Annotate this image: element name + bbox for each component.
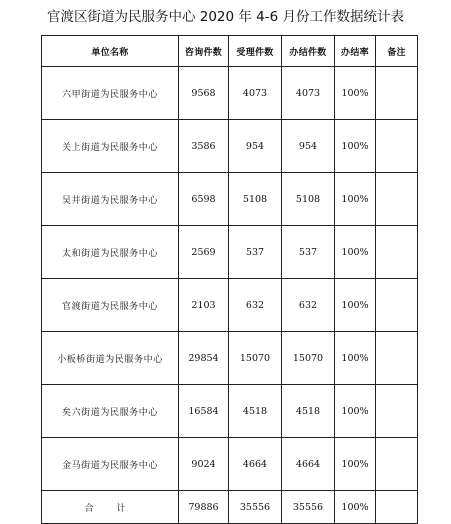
consult-count-cell: 9024 bbox=[179, 438, 229, 491]
remarks-cell bbox=[376, 332, 418, 385]
remarks-cell bbox=[376, 279, 418, 332]
table-row bbox=[42, 67, 418, 120]
accepted-count-cell: 4664 bbox=[229, 438, 282, 491]
completion-rate-cell: 100% bbox=[335, 438, 376, 491]
header-remarks: 备注 bbox=[376, 36, 418, 67]
consult-count-cell: 3586 bbox=[179, 120, 229, 173]
completion-rate-cell: 100% bbox=[335, 332, 376, 385]
remarks-cell bbox=[376, 67, 418, 120]
accepted-count-cell: 15070 bbox=[229, 332, 282, 385]
total-row bbox=[42, 491, 418, 524]
table-row bbox=[42, 438, 418, 491]
header-consult-count: 咨询件数 bbox=[179, 36, 229, 67]
consult-count-cell: 2103 bbox=[179, 279, 229, 332]
completed-count-cell: 5108 bbox=[282, 173, 335, 226]
consult-count-cell: 9568 bbox=[179, 67, 229, 120]
table-row bbox=[42, 385, 418, 438]
statistics-table bbox=[41, 35, 418, 524]
accepted-count-cell: 4518 bbox=[229, 385, 282, 438]
completed-count-cell: 4073 bbox=[282, 67, 335, 120]
table-row bbox=[42, 226, 418, 279]
completion-rate-cell: 100% bbox=[335, 67, 376, 120]
header-unit-name: 单位名称 bbox=[42, 36, 179, 67]
accepted-count-cell: 5108 bbox=[229, 173, 282, 226]
total-completed-cell: 35556 bbox=[282, 491, 335, 524]
unit-name-cell: 矣六街道为民服务中心 bbox=[42, 385, 179, 438]
unit-name-cell: 金马街道为民服务中心 bbox=[42, 438, 179, 491]
completion-rate-cell: 100% bbox=[335, 279, 376, 332]
page-title: 官渡区街道为民服务中心 2020 年 4-6 月份工作数据统计表 bbox=[46, 9, 405, 25]
completion-rate-cell: 100% bbox=[335, 385, 376, 438]
consult-count-cell: 29854 bbox=[179, 332, 229, 385]
consult-count-cell: 6598 bbox=[179, 173, 229, 226]
remarks-cell bbox=[376, 385, 418, 438]
unit-name-cell: 六甲街道为民服务中心 bbox=[42, 67, 179, 120]
table-header-row bbox=[42, 36, 418, 67]
header-completed-count: 办结件数 bbox=[282, 36, 335, 67]
completed-count-cell: 15070 bbox=[282, 332, 335, 385]
table-row bbox=[42, 120, 418, 173]
remarks-cell bbox=[376, 438, 418, 491]
completed-count-cell: 954 bbox=[282, 120, 335, 173]
remarks-cell bbox=[376, 120, 418, 173]
total-accepted-cell: 35556 bbox=[229, 491, 282, 524]
completed-count-cell: 4518 bbox=[282, 385, 335, 438]
header-completion-rate: 办结率 bbox=[335, 36, 376, 67]
accepted-count-cell: 4073 bbox=[229, 67, 282, 120]
consult-count-cell: 2569 bbox=[179, 226, 229, 279]
accepted-count-cell: 954 bbox=[229, 120, 282, 173]
consult-count-cell: 16584 bbox=[179, 385, 229, 438]
completed-count-cell: 4664 bbox=[282, 438, 335, 491]
completion-rate-cell: 100% bbox=[335, 173, 376, 226]
accepted-count-cell: 632 bbox=[229, 279, 282, 332]
remarks-cell bbox=[376, 226, 418, 279]
completion-rate-cell: 100% bbox=[335, 120, 376, 173]
unit-name-cell: 关上街道为民服务中心 bbox=[42, 120, 179, 173]
completed-count-cell: 632 bbox=[282, 279, 335, 332]
table-row bbox=[42, 279, 418, 332]
header-accepted-count: 受理件数 bbox=[229, 36, 282, 67]
completion-rate-cell: 100% bbox=[335, 226, 376, 279]
accepted-count-cell: 537 bbox=[229, 226, 282, 279]
unit-name-cell: 小板桥街道为民服务中心 bbox=[42, 332, 179, 385]
unit-name-cell: 太和街道为民服务中心 bbox=[42, 226, 179, 279]
unit-name-cell: 官渡街道为民服务中心 bbox=[42, 279, 179, 332]
total-rate-cell: 100% bbox=[335, 491, 376, 524]
remarks-cell bbox=[376, 173, 418, 226]
total-consult-cell: 79886 bbox=[179, 491, 229, 524]
total-remarks-cell bbox=[376, 491, 418, 524]
table-row bbox=[42, 173, 418, 226]
completed-count-cell: 537 bbox=[282, 226, 335, 279]
table-row bbox=[42, 332, 418, 385]
total-label-cell: 合 计 bbox=[42, 491, 179, 524]
unit-name-cell: 吴井街道为民服务中心 bbox=[42, 173, 179, 226]
